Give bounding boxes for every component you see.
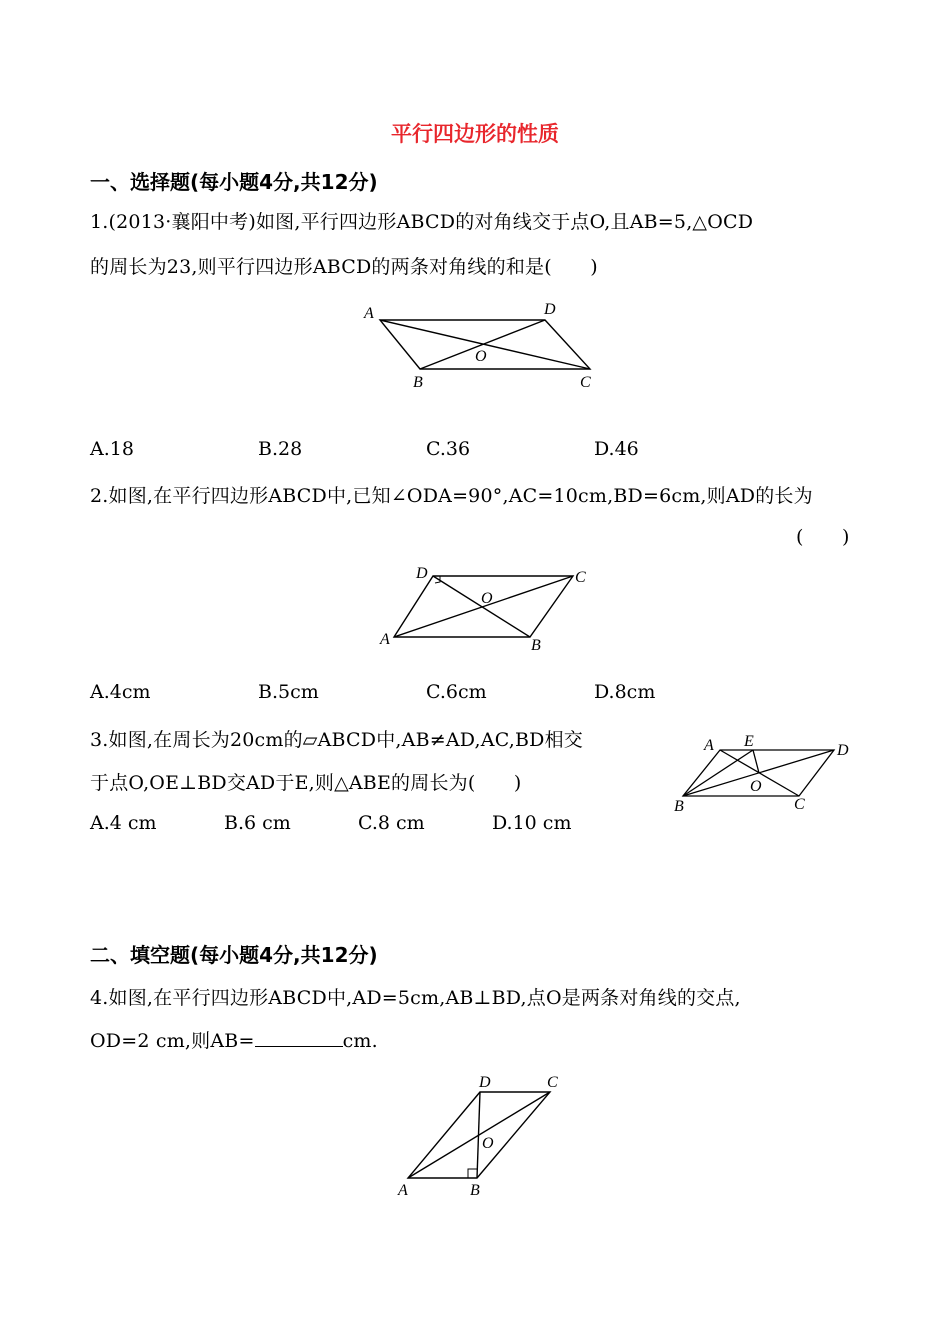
q1-label-a: A [364,305,374,322]
q1-option-b: B.28 [258,438,303,460]
q3-line1: 3.如图,在周长为20cm的▱ABCD中,AB≠AD,AC,BD相交 [90,729,583,751]
q3-option-a: A.4 cm [90,812,157,834]
q4-line2 [90,1026,378,1053]
q2-answer-paren: ( ) [796,526,850,548]
q4-answer-blank[interactable] [255,1028,343,1047]
q2-figure [370,562,610,662]
q4-label-d: D [479,1074,491,1091]
q2-option-a: A.4cm [90,681,151,703]
q2-label-c: C [575,569,586,586]
q1-option-d: D.46 [594,438,639,460]
q3-option-c: C.8 cm [358,812,425,834]
q3-figure [670,730,860,818]
q1-label-d: D [544,301,556,318]
q3-label-b: B [674,798,684,815]
section2-heading: 二、填空题(每小题4分,共12分) [90,943,378,967]
q3-label-d: D [837,742,849,759]
q2-label-a: A [380,631,390,648]
section1-heading: 一、选择题(每小题4分,共12分) [90,170,378,194]
q1-option-c: C.36 [426,438,471,460]
q4-label-c: C [547,1074,558,1091]
q2-label-b: B [531,637,541,654]
q2-label-o: O [481,590,493,607]
q3-option-b: B.6 cm [224,812,291,834]
q4-line2-suffix: cm. [342,1030,378,1052]
q1-option-a: A.18 [90,438,134,460]
q3-label-e: E [744,733,754,750]
q1-label-b: B [413,374,423,391]
q2-label-d: D [416,565,428,582]
q1-figure [350,296,610,396]
q1-line2: 的周长为23,则平行四边形ABCD的两条对角线的和是( ) [90,256,598,278]
page-title: 平行四边形的性质 [391,122,559,146]
q2-option-c: C.6cm [426,681,487,703]
q1-label-o: O [475,348,487,365]
q4-label-b: B [470,1182,480,1199]
q2-line1: 2.如图,在平行四边形ABCD中,已知∠ODA=90°,AC=10cm,BD=6cm,则AD的长为 [90,485,813,507]
q4-label-o: O [482,1135,494,1152]
q3-label-o: O [750,778,762,795]
q3-label-a: A [704,737,714,754]
q1-label-c: C [580,374,591,391]
q4-label-a: A [398,1182,408,1199]
q3-option-d: D.10 cm [492,812,572,834]
q4-figure [390,1068,580,1208]
q3-line2: 于点O,OE⊥BD交AD于E,则△ABE的周长为( ) [90,772,522,794]
q3-label-c: C [794,796,805,813]
q2-option-d: D.8cm [594,681,656,703]
q3-segment-be [683,750,753,796]
q2-option-b: B.5cm [258,681,319,703]
q4-line1: 4.如图,在平行四边形ABCD中,AD=5cm,AB⊥BD,点O是两条对角线的交点, [90,987,741,1009]
q1-line1: 1.(2013·襄阳中考)如图,平行四边形ABCD的对角线交于点O,且AB=5,△OCD [90,211,754,233]
q4-right-angle-mark [468,1169,477,1178]
q4-line2-prefix: OD=2 cm,则AB= [90,1030,255,1052]
